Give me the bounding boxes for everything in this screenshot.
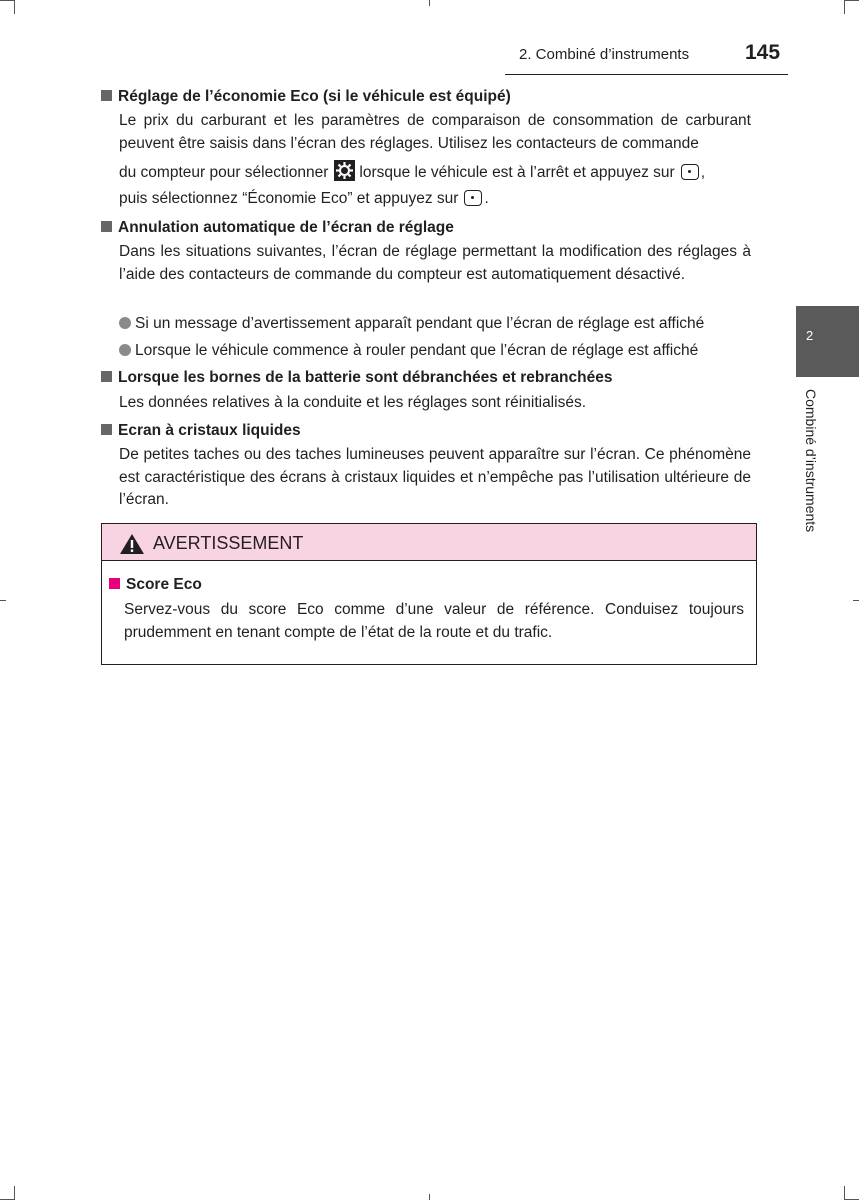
crop-mark — [0, 0, 14, 1]
eco-paragraph: Le prix du carburant et les paramètres de comparaison de consommation de carburant peuvent être saisis dans l’écran des réglages. Utilisez les contacteurs de commande — [119, 112, 751, 152]
section-heading-lcd-text: Ecran à cristaux liquides — [118, 422, 301, 439]
eco-line-confirm-end: . — [484, 190, 489, 207]
crop-mark — [429, 1194, 430, 1200]
square-bullet-icon — [101, 90, 112, 101]
ok-switch-icon — [681, 164, 699, 180]
gear-icon — [334, 160, 355, 181]
crop-mark — [844, 0, 845, 14]
list-item-text: Lorsque le véhicule commence à rouler pendant que l’écran de réglage est affiché — [135, 342, 699, 359]
eco-line-select — [119, 160, 705, 184]
square-bullet-icon — [101, 371, 112, 382]
list-item — [119, 340, 698, 362]
chapter-title: 2. Combiné d’instruments — [519, 46, 690, 63]
eco-line-confirm-start: puis sélectionnez “Économie Eco” et appuyez sur — [119, 190, 459, 207]
warning-sub-heading — [109, 576, 202, 594]
square-bullet-icon — [101, 424, 112, 435]
round-bullet-icon — [119, 317, 131, 329]
section-heading-eco-text: Réglage de l’économie Eco (si le véhicule est équipé) — [118, 88, 511, 105]
page-number: 145 — [745, 41, 781, 64]
eco-line-select-end: , — [700, 164, 706, 181]
warning-title: AVERTISSEMENT — [153, 533, 304, 553]
crop-mark — [844, 1186, 845, 1200]
warning-sub-heading-text: Score Eco — [126, 576, 202, 593]
section-heading-battery — [101, 368, 612, 388]
lcd-paragraph: De petites taches ou des taches lumineuses peuvent apparaître sur l’écran. Ce phénomène est caractéristique des écrans à cristaux liquides et n’empêche pas l’utilisation ultérieure de l’écran. — [119, 446, 751, 508]
list-item — [119, 313, 704, 335]
eco-line-confirm — [119, 188, 489, 210]
battery-paragraph: Les données relatives à la conduite et les réglages sont réinitialisés. — [119, 394, 586, 411]
round-bullet-icon — [119, 344, 131, 356]
chapter-tab-number: 2 — [806, 328, 814, 343]
list-item-text: Si un message d’avertissement apparaît pendant que l’écran de réglage est affiché — [135, 315, 705, 332]
section-heading-lcd — [101, 421, 301, 441]
section-heading-auto-cancel-text: Annulation automatique de l’écran de réglage — [118, 219, 454, 236]
crop-mark — [14, 1186, 15, 1200]
crop-mark — [845, 0, 859, 1]
section-heading-battery-text: Lorsque les bornes de la batterie sont débranchées et rebranchées — [118, 369, 613, 386]
chapter-tab-label: Combiné d’instruments — [803, 389, 819, 533]
ok-switch-icon — [464, 190, 482, 206]
eco-line-select-middle: lorsque le véhicule est à l’arrêt et appuyez sur — [359, 164, 675, 181]
auto-cancel-paragraph: Dans les situations suivantes, l’écran de réglage permettant la modification des réglages à l’aide des contacteurs de commande du compteur est automatiquement désactivé. — [119, 243, 751, 283]
warning-box — [101, 523, 757, 665]
square-bullet-icon — [109, 578, 120, 589]
header-rule — [505, 74, 788, 75]
crop-mark — [853, 600, 859, 601]
square-bullet-icon — [101, 221, 112, 232]
crop-mark — [429, 0, 430, 6]
crop-mark — [14, 0, 15, 14]
warning-body: Servez-vous du score Eco comme d’une valeur de référence. Conduisez toujours prudemment en tenant compte de l’état de la route et du trafic. — [124, 601, 744, 641]
warning-triangle-icon — [119, 533, 145, 555]
eco-line-select-start: du compteur pour sélectionner — [119, 164, 329, 181]
warning-header — [102, 524, 756, 561]
crop-mark — [0, 600, 6, 601]
section-heading-eco — [101, 87, 511, 107]
section-heading-auto-cancel — [101, 218, 454, 238]
